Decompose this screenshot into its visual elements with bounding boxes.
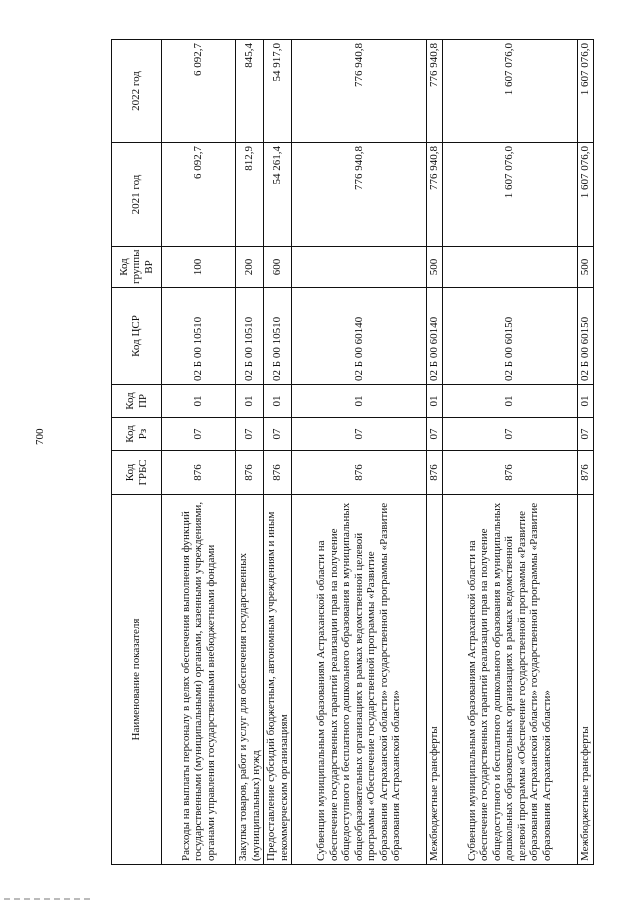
row-grbs: 876 [292,451,427,495]
row-vr: 600 [264,247,292,288]
header-csr: Код ЦСР [112,288,162,385]
table-row [577,40,593,865]
table-row [236,40,264,865]
row-rz: 07 [577,418,593,451]
row-2021: 54 261,4 [264,143,292,247]
table-header-row [112,40,162,865]
row-grbs: 876 [236,451,264,495]
row-grbs: 876 [577,451,593,495]
header-pr: Код ПР [112,385,162,418]
row-2022: 54 917,0 [264,40,292,143]
row-rz: 07 [264,418,292,451]
row-name: Закупка товаров, работ и услуг для обеспечения государственных (муниципальных) нужд [236,495,264,865]
row-name: Субвенции муниципальным образованиям Астраханской области на обеспечение государственных гарантий реализации прав на получение общедоступного и бесплатного дошкольного образования в муниципальных общеобразовательных организациях в рамках ведомственной целевой программы «Обеспечение государственной программы «Развитие образования Астраханской области» государственной программы «Развитие образования Астраханской области» [292,495,427,865]
row-csr: 02 Б 00 60150 [577,288,593,385]
table-row [427,40,443,865]
row-name: Межбюджетные трансферты [577,495,593,865]
row-2021: 776 940,8 [427,143,443,247]
rotated-page-content [111,40,591,865]
header-vr: Код группы ВР [112,247,162,288]
row-pr: 01 [236,385,264,418]
row-rz: 07 [292,418,427,451]
row-2021: 6 092,7 [162,143,236,247]
row-2021: 812,9 [236,143,264,247]
row-pr: 01 [577,385,593,418]
header-grbs: Код ГРБС [112,451,162,495]
row-2022: 6 092,7 [162,40,236,143]
row-name: Расходы на выплаты персоналу в целях обеспечения выполнения функций государственными (муниципальными) органами, казенными учреждениями, органами управления государственными внебюджетными фондами [162,495,236,865]
header-2022: 2022 год [112,40,162,143]
row-csr: 02 Б 00 60150 [442,288,577,385]
row-grbs: 876 [442,451,577,495]
row-csr: 02 Б 00 10510 [264,288,292,385]
table-row [442,40,577,865]
row-2022: 776 940,8 [427,40,443,143]
row-2021: 776 940,8 [292,143,427,247]
row-rz: 07 [162,418,236,451]
header-2021: 2021 год [112,143,162,247]
row-rz: 07 [442,418,577,451]
row-csr: 02 Б 00 60140 [292,288,427,385]
row-vr: 500 [427,247,443,288]
row-csr: 02 Б 00 60140 [427,288,443,385]
row-name: Межбюджетные трансферты [427,495,443,865]
page-number: 700 [34,428,46,445]
table-row [292,40,427,865]
row-csr: 02 Б 00 10510 [236,288,264,385]
row-vr: 200 [236,247,264,288]
row-vr [292,247,427,288]
row-rz: 07 [236,418,264,451]
header-name: Наименование показателя [112,495,162,865]
row-2022: 1 607 076,0 [442,40,577,143]
row-name: Субвенции муниципальным образованиям Астраханской области на обеспечение государственных гарантий реализации прав на получение общедоступного и бесплатного дошкольного образования в муниципальных дошкольных образовательных организациях в рамках ведомственной целевой программы «Обеспечение государственной программы «Развитие образования Астраханской области» государственной программы «Развитие образования Астраханской области» [442,495,577,865]
row-csr: 02 Б 00 10510 [162,288,236,385]
row-pr: 01 [292,385,427,418]
table-row [162,40,236,865]
row-pr: 01 [427,385,443,418]
row-pr: 01 [442,385,577,418]
row-2021: 1 607 076,0 [577,143,593,247]
row-grbs: 876 [427,451,443,495]
row-2022: 1 607 076,0 [577,40,593,143]
row-pr: 01 [162,385,236,418]
row-grbs: 876 [162,451,236,495]
budget-table [111,39,594,865]
row-pr: 01 [264,385,292,418]
row-2022: 845,4 [236,40,264,143]
scan-artifact-mark [4,898,92,900]
row-2022: 776 940,8 [292,40,427,143]
row-vr: 500 [577,247,593,288]
row-name: Предоставление субсидий бюджетным, автономным учреждениям и иным некоммерческим организациям [264,495,292,865]
header-rz: Код Рз [112,418,162,451]
table-row [264,40,292,865]
row-vr [442,247,577,288]
row-vr: 100 [162,247,236,288]
row-2021: 1 607 076,0 [442,143,577,247]
row-grbs: 876 [264,451,292,495]
row-rz: 07 [427,418,443,451]
